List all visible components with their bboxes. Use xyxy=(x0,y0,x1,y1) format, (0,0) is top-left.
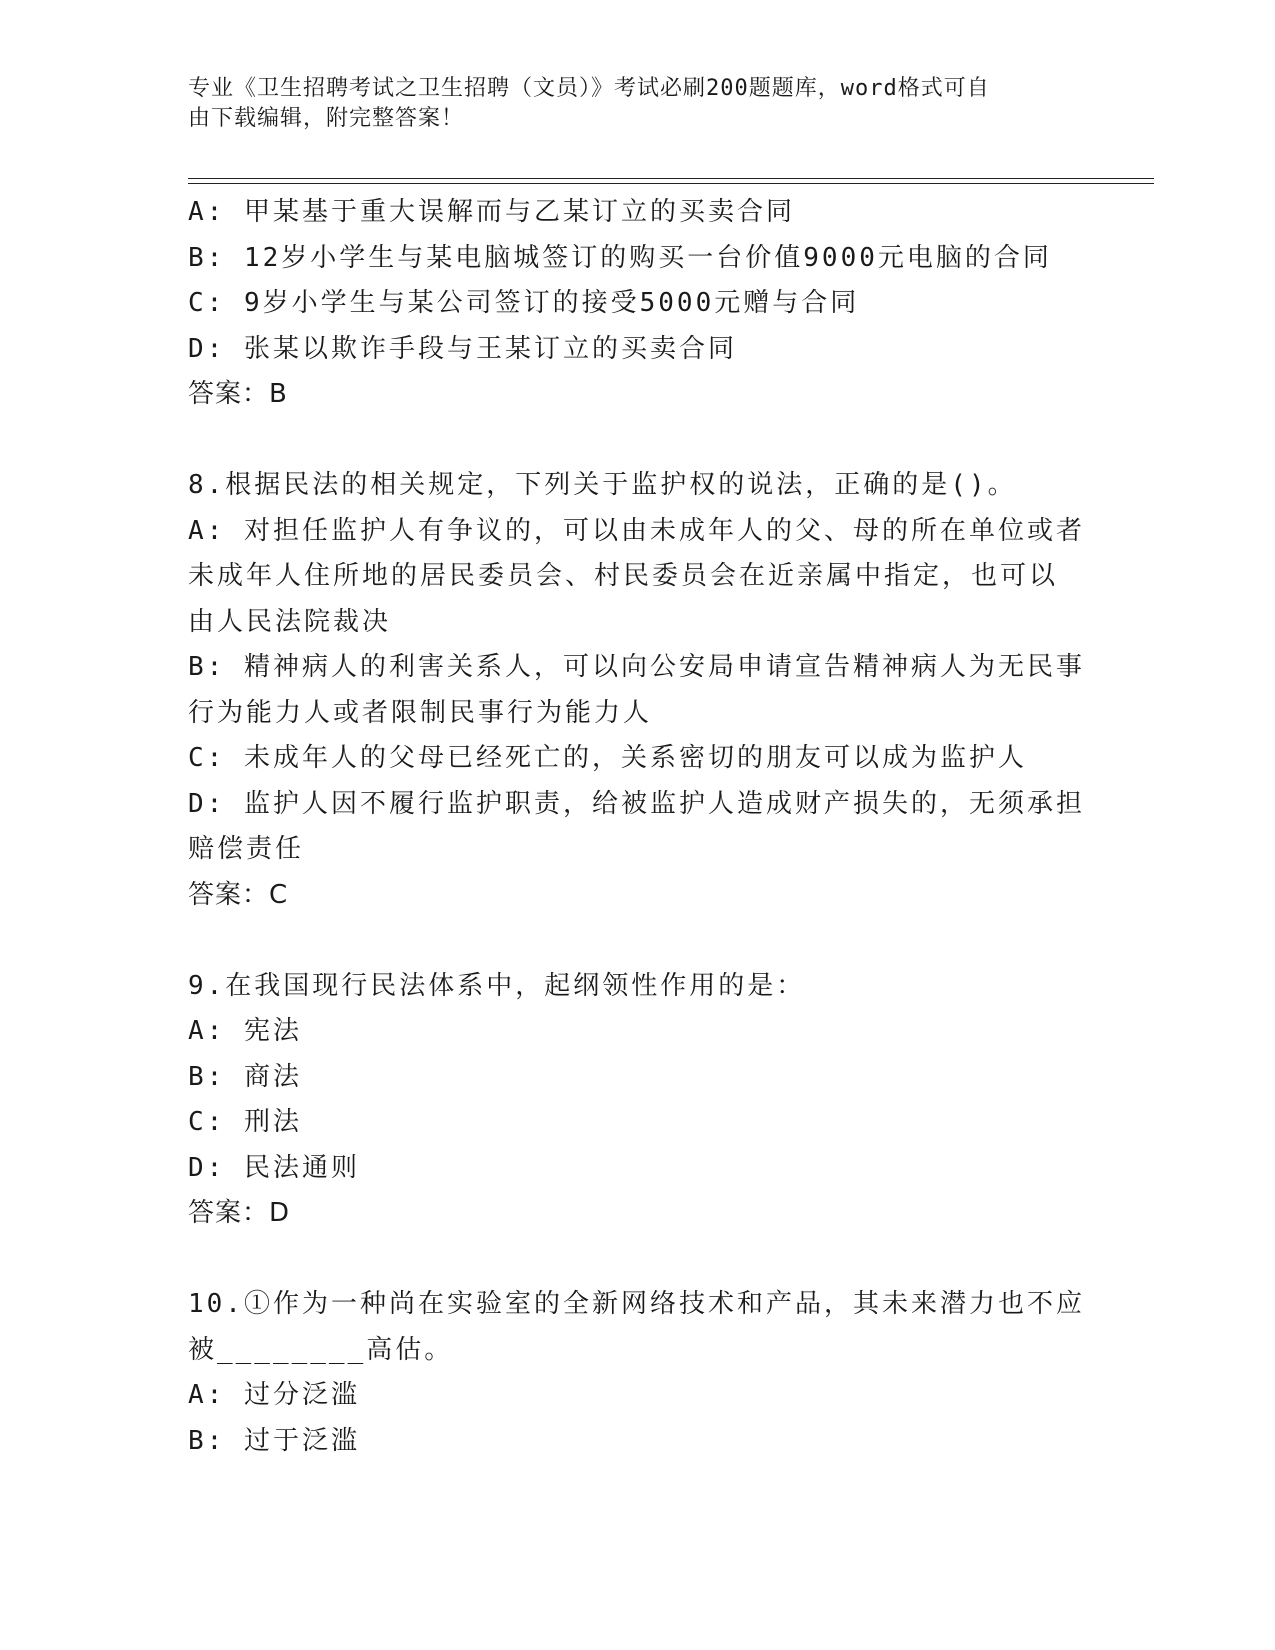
q9-option-a: A: 宪法 xyxy=(188,1016,302,1046)
q8-option-d-line-2: 赔偿责任 xyxy=(188,834,305,864)
header-line-1: 专业《卫生招聘考试之卫生招聘（文员）》考试必刷200题题库，word格式可自 xyxy=(188,76,990,101)
header-divider-bottom xyxy=(188,183,1154,184)
document-header xyxy=(188,74,1088,134)
question-7-block xyxy=(188,190,1088,418)
q10-stem-line-2: 被________高估。 xyxy=(188,1334,454,1365)
q8-option-a-line-2: 未成年人住所地的居民委员会、村民委员会在近亲属中指定，也可以 xyxy=(188,561,1059,591)
q8-answer: 答案：C xyxy=(188,879,289,910)
q9-option-c: C: 刑法 xyxy=(188,1107,302,1137)
q8-option-c: C: 未成年人的父母已经死亡的，关系密切的朋友可以成为监护人 xyxy=(188,743,1027,773)
q7-option-a: A: 甲某基于重大误解而与乙某订立的买卖合同 xyxy=(188,197,795,227)
q8-option-b-line-1: B: 精神病人的利害关系人，可以向公安局申请宣告精神病人为无民事 xyxy=(188,652,1085,682)
spacer xyxy=(188,918,1088,964)
q10-option-a: A: 过分泛滥 xyxy=(188,1380,360,1410)
q8-stem: 8.根据民法的相关规定，下列关于监护权的说法，正确的是()。 xyxy=(188,470,1017,500)
q9-answer: 答案：D xyxy=(188,1198,291,1228)
q7-option-c: C: 9岁小学生与某公司签订的接受5000元赠与合同 xyxy=(188,288,860,318)
header-divider-top xyxy=(188,178,1154,179)
q8-option-b-line-2: 行为能力人或者限制民事行为能力人 xyxy=(188,697,653,728)
q10-option-b: B: 过于泛滥 xyxy=(188,1425,360,1456)
spacer xyxy=(188,1237,1088,1283)
q9-stem: 9.在我国现行民法体系中，起纲领性作用的是： xyxy=(188,970,806,1001)
q8-option-a-line-3: 由人民法院裁决 xyxy=(188,606,392,637)
q9-option-b: B: 商法 xyxy=(188,1061,302,1092)
q8-option-a-line-1: A: 对担任监护人有争议的，可以由未成年人的父、母的所在单位或者 xyxy=(188,515,1085,546)
q8-option-d-line-1: D: 监护人因不履行监护职责，给被监护人造成财产损失的，无须承担 xyxy=(188,788,1085,819)
q7-option-d: D: 张某以欺诈手段与王某订立的买卖合同 xyxy=(188,333,737,364)
q7-option-b: B: 12岁小学生与某电脑城签订的购买一台价值9000元电脑的合同 xyxy=(188,242,1052,273)
spacer xyxy=(188,418,1088,464)
q7-answer: 答案：B xyxy=(188,379,288,409)
question-8-block xyxy=(188,463,1088,918)
question-list xyxy=(188,190,1088,1464)
q10-stem-line-1: 10.①作为一种尚在实验室的全新网络技术和产品，其未来潜力也不应 xyxy=(188,1289,1085,1319)
question-9-block xyxy=(188,964,1088,1237)
question-10-block xyxy=(188,1282,1088,1464)
header-line-2: 由下载编辑，附完整答案！ xyxy=(188,106,465,131)
q9-option-d: D: 民法通则 xyxy=(188,1152,360,1183)
